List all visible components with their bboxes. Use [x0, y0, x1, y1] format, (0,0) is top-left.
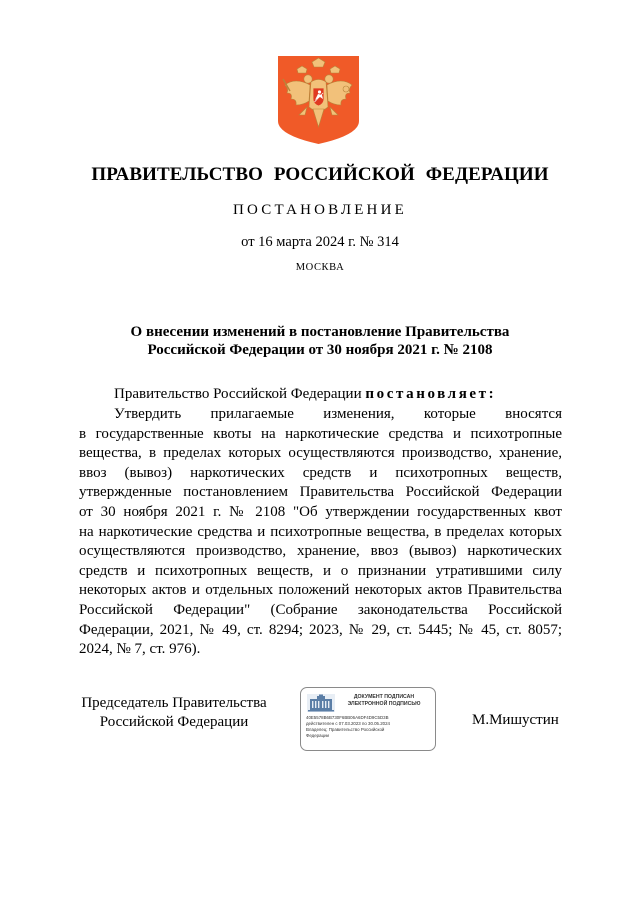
paragraph-line: 2024, № 7, ст. 976). [79, 641, 201, 658]
document-subject [80, 323, 560, 359]
stamp-details [306, 715, 432, 739]
stamp-certificate: 40E5578B6B730F6BB06A6DF4D9C5D3B [306, 715, 389, 720]
stamp-title-line: ЭЛЕКТРОННОЙ ПОДПИСЬЮ [347, 701, 421, 707]
signer-name: М.Мишустин [472, 712, 559, 728]
resolution-paragraph [79, 405, 562, 660]
stamp-owner: Федерации [306, 733, 329, 738]
preamble-action: постановляет: [365, 386, 497, 402]
subject-line: О внесении изменений в постановление Правительства [130, 324, 510, 340]
paragraph-line: ввоз (вывоз) наркотических средств и психотропных веществ, [79, 464, 562, 481]
preamble-text: Правительство Российской Федерации [114, 386, 362, 402]
paragraph-line: Российской Федерации" (Собрание законодательства Российской [79, 601, 562, 618]
paragraph-line: Федерации, 2021, № 49, ст. 8294; 2023, № 29, ст. 5445; № 45, ст. 8057; [79, 621, 562, 638]
signer-position-line: Председатель Правительства [81, 695, 267, 711]
subject-line: Российской Федерации от 30 ноября 2021 г. № 2108 [147, 342, 493, 358]
paragraph-line: Утвердить прилагаемые изменения, которые вносятся [114, 406, 562, 422]
document-type: ПОСТАНОВЛЕНИЕ [233, 202, 407, 218]
paragraph-line: вещества, в пределах которых осуществляются производство, хранение, [79, 445, 562, 462]
paragraph-line: средств и психотропных веществ, и о признании утратившими силу [79, 562, 562, 579]
signer-position [79, 694, 269, 732]
stamp-title [337, 694, 431, 708]
signer-position-line: Российской Федерации [99, 714, 249, 730]
date-and-number: от 16 марта 2024 г. № 314 [241, 234, 399, 250]
paragraph-line: от 30 ноября 2021 г. № 2108 "Об утверждении государственных квот [79, 503, 562, 520]
paragraph-line: осуществляются производство, хранение, ввоз (вывоз) наркотических [79, 543, 562, 560]
government-title: ПРАВИТЕЛЬСТВО РОССИЙСКОЙ ФЕДЕРАЦИИ [91, 164, 549, 185]
stamp-validity: действителен с 07.03.2023 по 30.05.2024 [306, 721, 390, 726]
electronic-signature-stamp [300, 687, 436, 751]
preamble [114, 386, 574, 403]
russian-coat-of-arms-icon [277, 55, 360, 145]
government-building-icon [307, 694, 335, 712]
city: МОСКВА [295, 262, 345, 273]
stamp-owner: Владелец: Правительство Российской [306, 727, 385, 732]
paragraph-line: некоторых актов и отдельных положений некоторых актов Правительства [79, 582, 562, 599]
paragraph-line: на наркотические средства и психотропные вещества, в пределах которых [79, 523, 562, 540]
paragraph-line: утвержденные постановлением Правительства Российской Федерации [79, 484, 562, 501]
stamp-title-line: ДОКУМЕНТ ПОДПИСАН [353, 694, 415, 700]
paragraph-line: в государственные квоты на наркотические средства и психотропные [79, 425, 562, 442]
